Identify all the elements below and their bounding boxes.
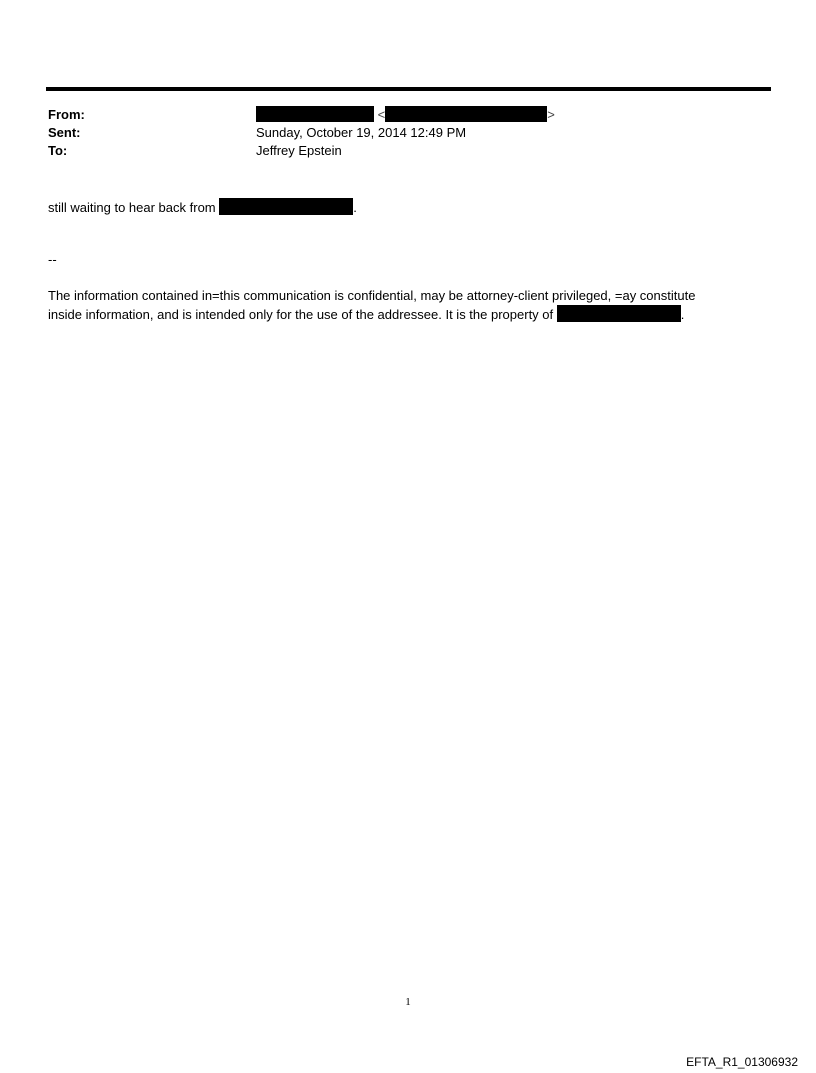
sent-value: Sunday, October 19, 2014 12:49 PM xyxy=(256,125,467,140)
confidentiality-disclaimer xyxy=(48,287,748,324)
from-label: From: xyxy=(48,107,85,122)
sent-label: Sent: xyxy=(48,125,81,140)
message-line xyxy=(48,198,357,217)
message-period: . xyxy=(353,200,357,215)
redacted-sender-name xyxy=(256,106,374,122)
header-rule xyxy=(46,87,771,91)
redacted-owner xyxy=(557,305,681,322)
signature-separator: -- xyxy=(48,252,57,267)
redacted-person xyxy=(219,198,353,215)
disclaimer-line-2-text: inside information, and is intended only for the use of the addressee. It is the property of xyxy=(48,307,554,322)
disclaimer-period: . xyxy=(680,307,685,322)
page-number: 1 xyxy=(405,996,411,1008)
disclaimer-line-1: The information contained in=this communication is confidential, may be attorney-client privileged, =ay constitute xyxy=(48,288,696,303)
bates-number: EFTA_R1_01306932 xyxy=(686,1055,798,1069)
message-text: still waiting to hear back from xyxy=(48,200,216,215)
open-angle-bracket: < xyxy=(377,107,386,122)
to-label: To: xyxy=(48,143,68,158)
from-value xyxy=(256,106,555,124)
to-value: Jeffrey Epstein xyxy=(256,143,342,158)
disclaimer-line-2 xyxy=(48,305,748,324)
close-angle-bracket: > xyxy=(547,107,555,122)
redacted-sender-email xyxy=(385,106,547,122)
